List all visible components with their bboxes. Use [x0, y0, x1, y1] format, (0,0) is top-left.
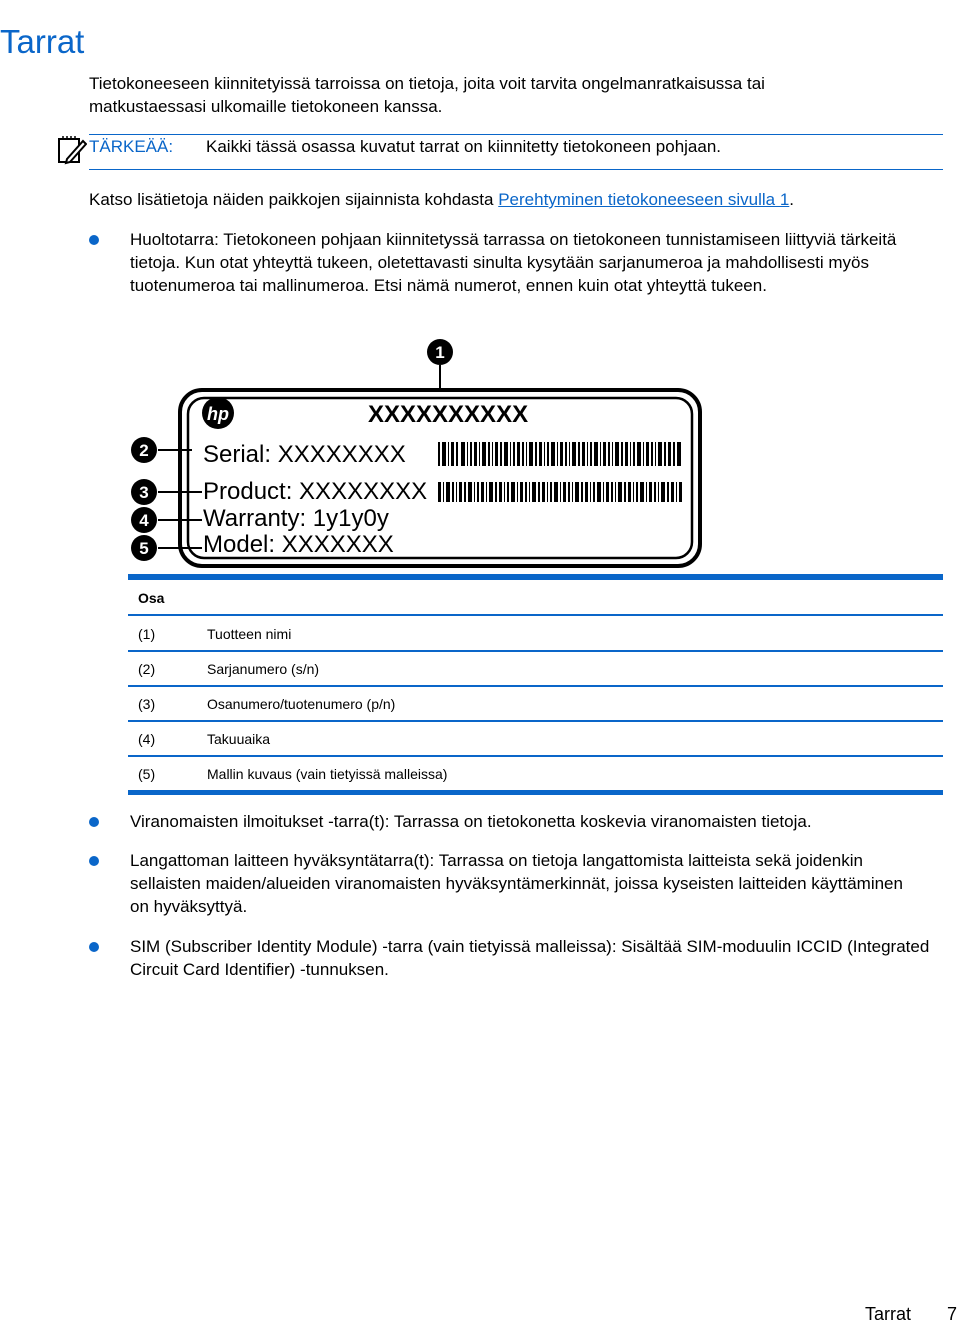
note-top-rule: [89, 134, 943, 135]
note-label: TÄRKEÄÄ:: [89, 137, 174, 156]
svg-text:3: 3: [139, 483, 149, 502]
row-description: Mallin kuvaus (vain tietyissä malleissa): [207, 766, 448, 782]
bullet-wireless-label: Langattoman laitteen hyväksyntätarra(t): Tarrassa on tietoja langattomista laitteista sekä joidenkin sellaisten maiden/alueiden viranomaisten hyväksyntämerkinnät, joissa kyseisten laitteiden käyttäminen on hyväksyttyä.: [130, 851, 903, 917]
bullet-dot: [89, 856, 99, 866]
row-description: Tuotteen nimi: [207, 626, 292, 642]
table-row: [128, 686, 943, 721]
bullet-service-label: Huoltotarra: Tietokoneen pohjaan kiinnitetyssä tarrassa on tietokoneen tunnistamiseen liittyviä tärkeitä tietoja. Kun otat yhteyttä tukeen, oletettavasti sinulta kysytään sarjanumeroa ja mahdollisesti myös tuotenumeroa tai mallinumeroa. Etsi nämä numerot, ennen kuin otat yhteyttä tukeen.: [130, 230, 897, 296]
table-bottom-rule: [128, 790, 943, 795]
row-number: (1): [138, 626, 156, 642]
svg-text:4: 4: [139, 511, 149, 530]
footer-section-title: Tarrat: [865, 1304, 912, 1324]
table-header-osa: Osa: [138, 590, 165, 606]
svg-text:XXXXXXXXXX: XXXXXXXXXX: [368, 401, 529, 428]
svg-text:Warranty: 1y1y0y: Warranty: 1y1y0y: [203, 505, 389, 532]
bullet-sim-label: SIM (Subscriber Identity Module) -tarra (vain tietyissä malleissa): Sisältää SIM-moduulin ICCID (Integrated Circuit Card Identifier) -tunnuksen.: [130, 937, 930, 980]
service-label-figure: [128, 336, 708, 572]
svg-text:Model: XXXXXXX: Model: XXXXXXX: [203, 531, 394, 558]
bullet-dot: [89, 817, 99, 827]
svg-text:hp: hp: [207, 404, 229, 424]
svg-text:Serial: XXXXXXXX: Serial: XXXXXXXX: [203, 441, 406, 468]
locate-paragraph: [89, 188, 929, 211]
locate-text: Katso lisätietoja näiden paikkojen sijainnista kohdasta: [89, 190, 499, 209]
table-row: [128, 616, 943, 651]
row-number: (4): [138, 731, 156, 747]
row-description: Osanumero/tuotenumero (p/n): [207, 696, 396, 712]
row-number: (2): [138, 661, 156, 677]
svg-text:2: 2: [139, 441, 149, 460]
table-row: [128, 721, 943, 756]
svg-text:5: 5: [139, 539, 149, 558]
row-number: (3): [138, 696, 156, 712]
table-row: [128, 651, 943, 686]
page-title: Tarrat: [0, 23, 85, 61]
row-description: Sarjanumero (s/n): [207, 661, 320, 677]
locate-suffix: .: [789, 190, 795, 209]
table-row: [128, 756, 943, 791]
bullet-dot: [89, 235, 99, 245]
row-description: Takuuaika: [207, 731, 271, 747]
row-number: (5): [138, 766, 156, 782]
bullet-regulatory-label: Viranomaisten ilmoitukset -tarra(t): Tarrassa on tietokonetta koskevia viranomaisten tietoja.: [130, 812, 812, 831]
intro-paragraph: Tietokoneeseen kiinnitetyissä tarroissa on tietoja, joita voit tarvita ongelmanratkaisussa tai matkustaessasi ulkomaille tietokoneen kanssa.: [89, 74, 765, 116]
bullet-dot: [89, 942, 99, 952]
table-top-rule: [128, 574, 943, 580]
svg-text:Product: XXXXXXXX: Product: XXXXXXXX: [203, 478, 428, 505]
locate-link[interactable]: Perehtyminen tietokoneeseen sivulla 1: [498, 190, 790, 209]
note-text: Kaikki tässä osassa kuvatut tarrat on kiinnitetty tietokoneen pohjaan.: [206, 137, 722, 156]
footer-page-number: 7: [947, 1304, 958, 1324]
svg-text:1: 1: [435, 343, 445, 362]
note-pencil-icon: [57, 135, 87, 165]
note-bottom-rule: [89, 169, 943, 170]
